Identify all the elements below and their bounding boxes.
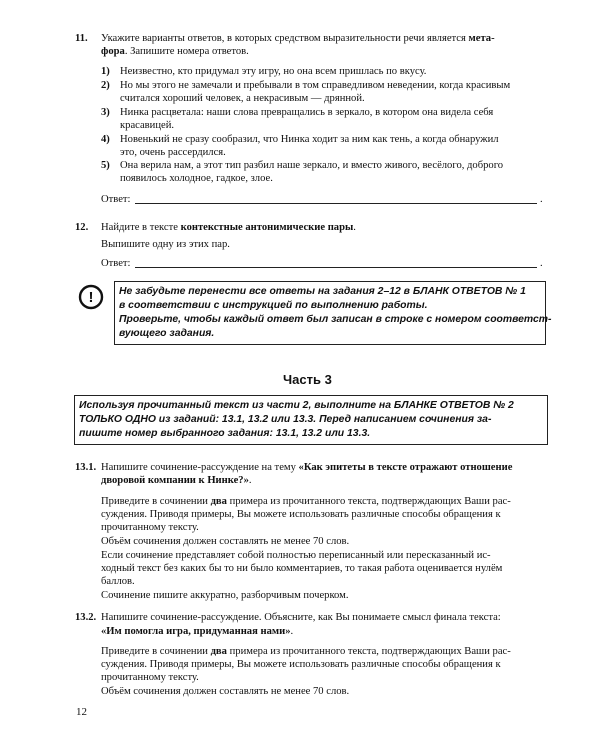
- paragraph-line: суждения. Приводя примеры, Вы можете использовать различные способы обращения к: [101, 659, 501, 670]
- option-text: красавицей.: [120, 120, 175, 131]
- instruction-line: пишите номер выбранного задания: 13.1, 13.2 или 13.3.: [79, 428, 371, 439]
- paragraph-line: Сочинение пишите аккуратно, разборчивым почерком.: [101, 590, 349, 601]
- prompt-text: .: [248, 475, 252, 486]
- answer-label: Ответ:: [101, 194, 131, 205]
- option-text: считался хороший человек, а некрасивым — дрянной.: [120, 93, 365, 104]
- prompt-text: Укажите варианты ответов, в которых средством выразительности речи является: [101, 33, 469, 44]
- answer-line[interactable]: [135, 267, 537, 268]
- task-number: 13.2.: [75, 612, 97, 623]
- warning-icon-glyph: !: [88, 289, 94, 306]
- task-prompt-line: Напишите сочинение-рассуждение. Объясните, как Вы понимаете смысл финала текста:: [101, 612, 501, 623]
- task-prompt-line: [101, 625, 293, 638]
- task-number: 13.1.: [75, 462, 97, 473]
- prompt-bold: мета-: [468, 33, 495, 44]
- option-number: 5): [101, 160, 110, 171]
- option-text: появилось холодное, гадкое, злое.: [120, 173, 273, 184]
- prompt-text: . Запишите номера ответов.: [124, 46, 249, 57]
- paragraph-line: ходный текст без каких бы то ни было комментариев, то такая работа оценивается нулём: [101, 563, 503, 574]
- para-text: примера из прочитанного текста, подтверждающих Ваши рас-: [226, 496, 511, 507]
- prompt-text: Напишите сочинение-рассуждение на тему: [101, 462, 299, 473]
- notice-line: в соответствии с инструкцией по выполнению работы.: [119, 300, 428, 311]
- option-number: 1): [101, 66, 110, 77]
- task-number: 11.: [75, 33, 88, 44]
- task-prompt-line: Выпишите одну из этих пар.: [101, 239, 230, 250]
- paragraph-line: [101, 645, 511, 658]
- paragraph-line: баллов.: [101, 576, 135, 587]
- instruction-line: ТОЛЬКО ОДНО из заданий: 13.1, 13.2 или 13.3. Перед написанием сочинения за-: [79, 414, 492, 425]
- option-number: 2): [101, 80, 110, 91]
- task-prompt-line: [101, 32, 495, 45]
- notice-line: Проверьте, чтобы каждый ответ был записан в строке с номером соответст-: [119, 314, 552, 325]
- prompt-bold: фора: [101, 46, 125, 57]
- option-text: это, очень рассердился.: [120, 147, 226, 158]
- task-number: 12.: [75, 222, 89, 233]
- section-title: Часть 3: [283, 372, 332, 387]
- answer-period: .: [540, 194, 543, 205]
- option-number: 3): [101, 107, 110, 118]
- warning-icon: [78, 284, 104, 310]
- task-prompt-line: [101, 45, 249, 58]
- notice-line: Не забудьте перенести все ответы на задания 2–12 в БЛАНК ОТВЕТОВ № 1: [119, 286, 526, 297]
- answer-line[interactable]: [135, 203, 537, 204]
- answer-label: Ответ:: [101, 258, 131, 269]
- paragraph-line: суждения. Приводя примеры, Вы можете использовать различные способы обращения к: [101, 509, 501, 520]
- option-number: 4): [101, 134, 110, 145]
- task-prompt-line: [101, 474, 252, 487]
- paragraph-line: Если сочинение представляет собой полностью переписанный или пересказанный ис-: [101, 550, 491, 561]
- answer-period: .: [540, 258, 543, 269]
- paragraph-line: [101, 495, 511, 508]
- option-text: Неизвестно, кто придумал эту игру, но она всем пришлась по вкусу.: [120, 66, 427, 77]
- para-text: Приведите в сочинении: [101, 496, 211, 507]
- prompt-text: .: [290, 626, 294, 637]
- prompt-bold: дворовой компании к Нинке?»: [101, 475, 249, 486]
- task-prompt-line: [101, 221, 356, 234]
- paragraph-line: Объём сочинения должен составлять не менее 70 слов.: [101, 686, 350, 697]
- instruction-line: Используя прочитанный текст из части 2, выполните на БЛАНКЕ ОТВЕТОВ № 2: [79, 400, 514, 411]
- prompt-bold: «Им помогла игра, придуманная нами»: [101, 626, 291, 637]
- para-text: примера из прочитанного текста, подтверждающих Ваши рас-: [226, 646, 511, 657]
- paragraph-line: прочитанному тексту.: [101, 672, 199, 683]
- prompt-bold: «Как эпитеты в тексте отражают отношение: [298, 462, 513, 473]
- para-text: Приведите в сочинении: [101, 646, 211, 657]
- option-text: Новенький не сразу сообразил, что Нинка ходит за ним как тень, а когда обнаружил: [120, 134, 499, 145]
- para-bold: два: [210, 496, 227, 507]
- prompt-text: Найдите в тексте: [101, 222, 181, 233]
- option-text: Она верила нам, а этот тип разбил наше зеркало, и вместо живого, весёлого, доброго: [120, 160, 504, 171]
- notice-line: вующего задания.: [119, 328, 215, 339]
- para-bold: два: [210, 646, 227, 657]
- paragraph-line: Объём сочинения должен составлять не менее 70 слов.: [101, 536, 350, 547]
- prompt-bold: контекстные антонимические пары: [180, 222, 354, 233]
- prompt-text: .: [353, 222, 356, 233]
- option-text: Нинка расцветала: наши слова превращались в зеркало, в котором она видела себя: [120, 107, 494, 118]
- option-text: Но мы этого не замечали и пребывали в том справедливом неведении, когда красивым: [120, 80, 511, 91]
- task-prompt-line: [101, 461, 512, 474]
- paragraph-line: прочитанному тексту.: [101, 522, 199, 533]
- page-number: 12: [76, 706, 87, 718]
